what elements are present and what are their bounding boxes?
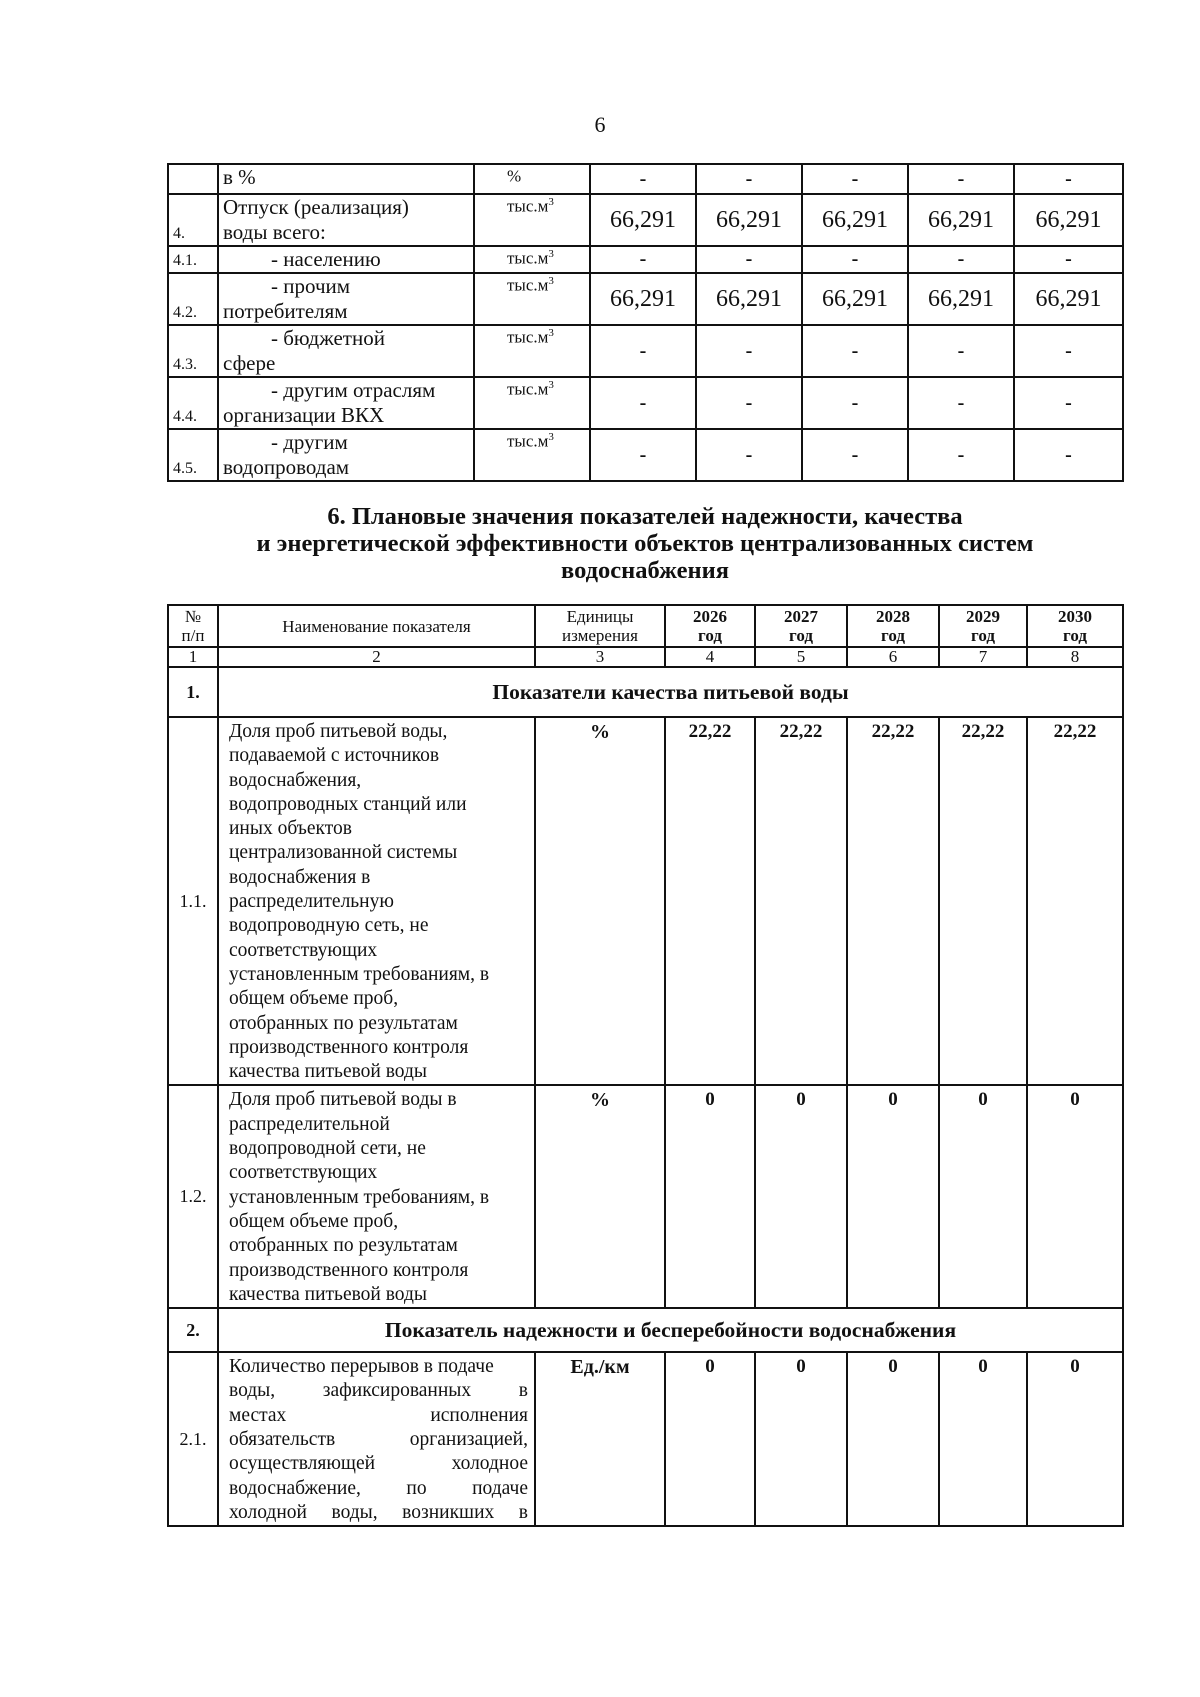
row-unit (474, 246, 590, 273)
unit-text: % (507, 166, 522, 186)
indicator-value: 0 (1027, 1085, 1123, 1308)
column-number: 1 (168, 647, 218, 667)
indicator-name-line: воды, зафиксированных в (229, 1380, 528, 1402)
indicators-table (167, 604, 1124, 1527)
indicator-row (168, 717, 1123, 1085)
indicator-name-line: водопроводную сеть, не (229, 915, 429, 937)
heading-line: 6. Плановые значения показателей надежности, качества (327, 503, 963, 530)
indicator-name-line: установленным требованиям, в (229, 1186, 490, 1208)
indicator-value: 22,22 (939, 717, 1027, 1085)
row-value: - (590, 325, 696, 377)
row-unit (474, 325, 590, 377)
indicator-name-line: производственного контроля (229, 1259, 469, 1281)
indicator-name-line: водопроводных станций или (229, 793, 467, 815)
row-name (218, 273, 474, 325)
indicator-name-line: водоснабжения в (229, 866, 371, 888)
section-row (168, 1308, 1123, 1352)
year-suffix: год (698, 626, 722, 645)
row-value: 66,291 (1014, 194, 1123, 246)
row-unit (474, 377, 590, 429)
indicator-name-line: отобранных по результатам (229, 1235, 458, 1257)
row-value: - (802, 377, 908, 429)
header-num-line: п/п (181, 626, 205, 645)
header-num (168, 605, 218, 647)
column-number-row (168, 647, 1123, 667)
row-value: - (802, 429, 908, 481)
indicator-value: 0 (665, 1352, 755, 1526)
header-year (939, 605, 1027, 647)
water-supply-balance-table (167, 163, 1124, 482)
row-value: - (1014, 429, 1123, 481)
row-value: - (802, 325, 908, 377)
year-suffix: год (971, 626, 995, 645)
row-number: 4.5. (168, 429, 218, 481)
indicator-value: 0 (1027, 1352, 1123, 1526)
row-value: - (908, 164, 1014, 194)
header-unit (535, 605, 665, 647)
row-name-line: потребителям (223, 299, 348, 323)
header-unit-line: измерения (562, 626, 638, 645)
row-value: 66,291 (908, 194, 1014, 246)
indicator-name-line: холодной воды, возникших в (229, 1501, 528, 1523)
indicator-number: 1.2. (168, 1085, 218, 1308)
column-number: 2 (218, 647, 535, 667)
indicator-name-line: соответствующих (229, 1162, 378, 1184)
indicator-value: 22,22 (755, 717, 847, 1085)
row-number: 4.4. (168, 377, 218, 429)
indicator-value: 22,22 (847, 717, 939, 1085)
row-value: 66,291 (590, 273, 696, 325)
indicator-name-line: иных объектов (229, 818, 352, 840)
row-name-line: водопроводам (223, 455, 350, 479)
row-name-line: - другим отраслям (271, 378, 436, 402)
row-name-line: - прочим (271, 274, 351, 298)
year-suffix: год (881, 626, 905, 645)
row-value: - (1014, 377, 1123, 429)
year-label: 2028 (876, 607, 910, 626)
indicator-name-line: соответствующих (229, 939, 378, 961)
row-number: 4.3. (168, 325, 218, 377)
unit-superscript: 3 (548, 196, 554, 208)
unit-superscript: 3 (548, 379, 554, 391)
row-value: - (908, 325, 1014, 377)
row-number: 4.2. (168, 273, 218, 325)
indicator-name-line: распределительной (229, 1113, 390, 1135)
indicator-name-line: местах исполнения (229, 1404, 528, 1426)
row-value: - (696, 164, 802, 194)
column-number: 7 (939, 647, 1027, 667)
row-value: - (590, 377, 696, 429)
section-number: 2. (168, 1308, 218, 1352)
row-value: - (908, 377, 1014, 429)
header-year (755, 605, 847, 647)
row-value: - (1014, 325, 1123, 377)
unit-superscript: 3 (548, 275, 554, 287)
unit-text: тыс.м (507, 275, 549, 295)
row-value: 66,291 (802, 273, 908, 325)
unit-text: тыс.м (507, 248, 549, 268)
row-name (218, 377, 474, 429)
row-name (218, 325, 474, 377)
indicator-name (218, 717, 535, 1085)
row-value: - (802, 246, 908, 273)
row-value: - (696, 377, 802, 429)
section-title: Показатели качества питьевой воды (218, 667, 1123, 717)
indicator-name (218, 1352, 535, 1526)
indicator-name-line: качества питьевой воды (229, 1283, 428, 1305)
indicator-unit: % (535, 1085, 665, 1308)
section-title: Показатель надежности и бесперебойности водоснабжения (218, 1308, 1123, 1352)
indicator-value: 22,22 (665, 717, 755, 1085)
indicator-row (168, 1352, 1123, 1526)
heading-line: водоснабжения (561, 557, 729, 584)
row-name (218, 194, 474, 246)
row-value: 66,291 (696, 194, 802, 246)
indicator-name-line: Количество перерывов в подаче (229, 1356, 494, 1378)
indicator-name-line: производственного контроля (229, 1036, 469, 1058)
unit-text: тыс.м (507, 196, 549, 216)
header-year (665, 605, 755, 647)
row-name-line: - другим (271, 430, 348, 454)
column-number: 5 (755, 647, 847, 667)
row-value: - (590, 164, 696, 194)
section-number: 1. (168, 667, 218, 717)
row-value: 66,291 (696, 273, 802, 325)
row-value: 66,291 (908, 273, 1014, 325)
row-name (218, 164, 474, 194)
unit-text: тыс.м (507, 431, 549, 451)
header-indicator-name: Наименование показателя (218, 605, 535, 647)
row-value: - (590, 246, 696, 273)
row-name-line: организации ВКХ (223, 403, 385, 427)
row-unit (474, 429, 590, 481)
page-number: 6 (594, 112, 606, 137)
row-value: - (908, 246, 1014, 273)
indicator-name-line: отобранных по результатам (229, 1012, 458, 1034)
row-name-line: воды всего: (223, 220, 326, 244)
indicator-name-line: обязательств организацией, (229, 1429, 528, 1451)
row-name-line: Отпуск (реализация) (223, 195, 409, 219)
table-row (168, 246, 1123, 273)
indicator-value: 0 (939, 1352, 1027, 1526)
year-suffix: год (1063, 626, 1087, 645)
indicator-name-line: качества питьевой воды (229, 1061, 428, 1083)
row-name-line: - бюджетной (271, 326, 385, 350)
column-number: 8 (1027, 647, 1123, 667)
table-row (168, 429, 1123, 481)
table-row (168, 273, 1123, 325)
header-num-line: № (184, 607, 202, 626)
indicator-value: 0 (847, 1352, 939, 1526)
indicator-value: 22,22 (1027, 717, 1123, 1085)
indicator-name-line: общем объеме проб, (229, 988, 399, 1010)
header-year (847, 605, 939, 647)
year-label: 2026 (693, 607, 727, 626)
row-value: - (908, 429, 1014, 481)
unit-superscript: 3 (548, 327, 554, 339)
indicator-number: 1.1. (168, 717, 218, 1085)
column-number: 6 (847, 647, 939, 667)
indicator-name-line: Доля проб питьевой воды, (229, 721, 448, 742)
indicator-name-line: установленным требованиям, в (229, 963, 490, 985)
table-row (168, 164, 1123, 194)
column-number: 4 (665, 647, 755, 667)
year-label: 2027 (784, 607, 818, 626)
year-suffix: год (789, 626, 813, 645)
table-row (168, 377, 1123, 429)
unit-superscript: 3 (548, 248, 554, 260)
header-year (1027, 605, 1123, 647)
year-label: 2030 (1058, 607, 1092, 626)
unit-superscript: 3 (548, 431, 554, 443)
row-unit (474, 194, 590, 246)
row-value: - (1014, 246, 1123, 273)
row-value: - (802, 164, 908, 194)
indicator-name (218, 1085, 535, 1308)
row-value: - (590, 429, 696, 481)
row-unit (474, 273, 590, 325)
indicator-name-line: подаваемой с источников (229, 745, 440, 767)
indicator-unit: % (535, 717, 665, 1085)
indicator-name-line: водоснабжения, (229, 769, 362, 791)
indicator-number: 2.1. (168, 1352, 218, 1526)
indicator-value: 0 (847, 1085, 939, 1308)
row-name-line: сфере (223, 351, 276, 375)
indicator-name-line: водопроводной сети, не (229, 1138, 426, 1160)
table-row (168, 194, 1123, 246)
indicator-value: 0 (939, 1085, 1027, 1308)
row-number: 4.1. (168, 246, 218, 273)
section-heading (160, 503, 1130, 584)
indicator-name-line: осуществляющей холодное (229, 1453, 528, 1475)
row-unit (474, 164, 590, 194)
row-number (168, 164, 218, 194)
row-value: 66,291 (1014, 273, 1123, 325)
row-value: - (696, 325, 802, 377)
indicator-value: 0 (665, 1085, 755, 1308)
heading-line: и энергетической эффективности объектов централизованных систем (256, 530, 1034, 557)
header-unit-line: Единицы (566, 607, 634, 626)
row-name (218, 429, 474, 481)
table-row (168, 325, 1123, 377)
indicator-name-line: Доля проб питьевой воды в (229, 1089, 457, 1111)
row-value: - (696, 246, 802, 273)
indicator-value: 0 (755, 1352, 847, 1526)
section-row (168, 667, 1123, 717)
row-name (218, 246, 474, 273)
column-number: 3 (535, 647, 665, 667)
indicator-value: 0 (755, 1085, 847, 1308)
indicator-name-line: распределительную (229, 891, 394, 913)
row-number: 4. (168, 194, 218, 246)
indicator-name-line: централизованной системы (229, 842, 458, 864)
row-value: 66,291 (590, 194, 696, 246)
table-header-row (168, 605, 1123, 647)
indicator-unit: Ед./км (535, 1352, 665, 1526)
row-value: - (1014, 164, 1123, 194)
indicator-name-line: водоснабжение, по подаче (229, 1477, 528, 1499)
year-label: 2029 (966, 607, 1000, 626)
indicator-row (168, 1085, 1123, 1308)
row-value: 66,291 (802, 194, 908, 246)
row-value: - (696, 429, 802, 481)
unit-text: тыс.м (507, 327, 549, 347)
indicator-name-line: общем объеме проб, (229, 1210, 399, 1232)
row-name-line: - населению (271, 247, 381, 271)
row-name-line: в % (223, 165, 256, 189)
unit-text: тыс.м (507, 379, 549, 399)
